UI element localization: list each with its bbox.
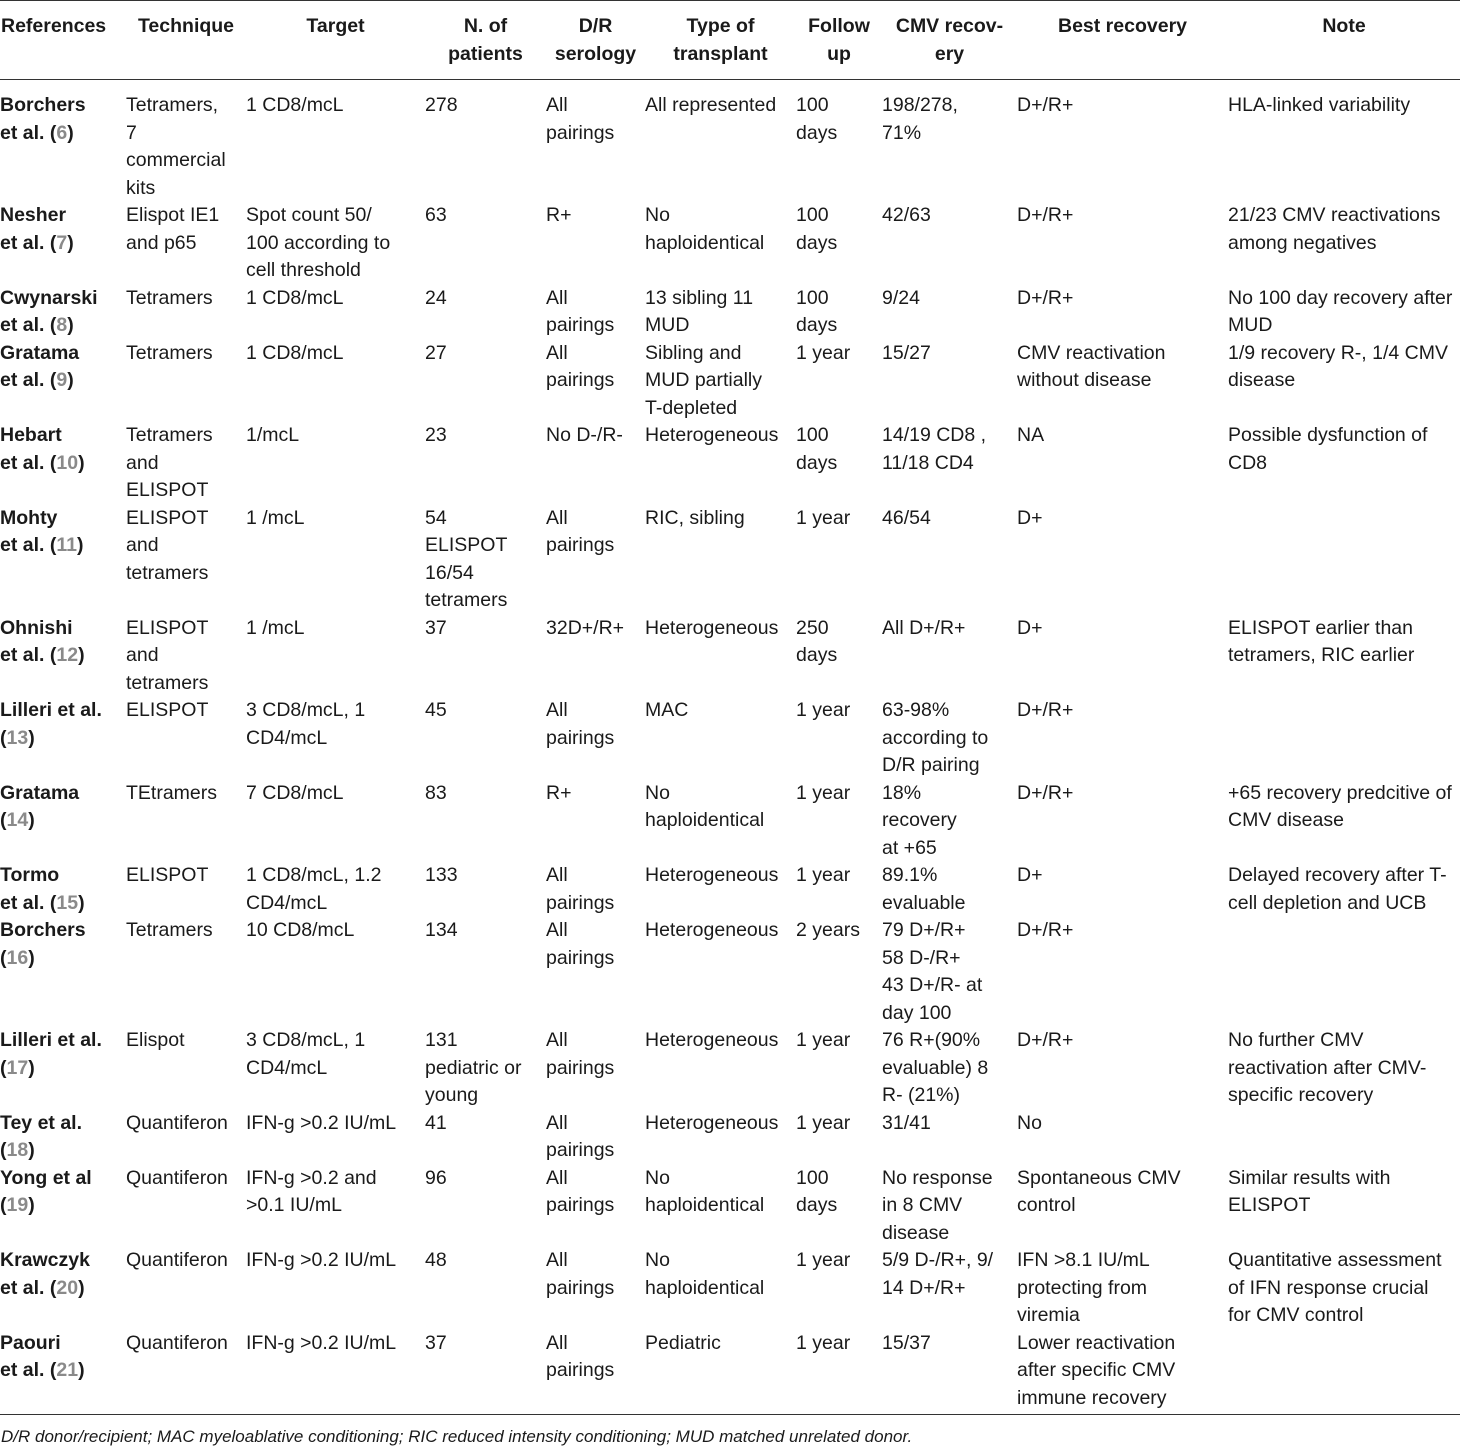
note-cell: Delayed recovery after T- cell depletion and UCB	[1228, 864, 1447, 914]
table-row	[0, 917, 1460, 1027]
target-cell: IFN-g >0.2 IU/mL	[246, 1330, 425, 1415]
reference-close: )	[67, 369, 74, 391]
best-recovery-cell: D+/R+	[1017, 1029, 1074, 1051]
target-cell: 10 CD8/mcL	[246, 919, 355, 941]
follow-up-cell: 1 year	[796, 1249, 851, 1271]
table-row	[0, 1027, 1460, 1110]
transplant-cell: No haploidentical	[645, 781, 765, 831]
best-recovery-cell: Lower reactivation after specific CMV immune recovery	[1017, 1330, 1228, 1415]
technique-cell: Quantiferon	[126, 1330, 246, 1415]
header-technique: Technique	[126, 1, 246, 80]
note-cell	[1228, 917, 1460, 1027]
table-row	[0, 1165, 1460, 1248]
best-recovery-cell: D+	[1017, 506, 1043, 529]
transplant-cell: Heterogeneous	[645, 424, 779, 446]
table-row	[0, 780, 1460, 863]
target-cell: 1/mcL	[246, 424, 300, 446]
table-row	[0, 697, 1460, 780]
table-row	[0, 202, 1460, 285]
reference-close: )	[78, 644, 85, 666]
cmv-recovery-cell: 14/19 CD8 , 11/18 CD4	[882, 424, 987, 474]
target-cell: 1 /mcL	[246, 506, 305, 529]
table-body	[0, 80, 1460, 1415]
table-row	[0, 862, 1460, 917]
note-cell	[1228, 1110, 1460, 1165]
patients-cell: 37	[425, 1330, 546, 1415]
follow-up-cell: 100 days	[796, 424, 838, 474]
reference-name: Lilleri et al. (	[0, 699, 102, 749]
patients-cell: 41	[425, 1111, 447, 1134]
patients-cell: 54 ELISPOT 16/54 tetramers	[425, 506, 508, 611]
serology-cell: All pairings	[546, 286, 615, 336]
reference-cell	[0, 1027, 126, 1110]
transplant-cell: Heterogeneous	[645, 616, 779, 639]
table-row	[0, 615, 1460, 698]
header-best-recovery: Best recovery	[1017, 1, 1228, 80]
header-row	[0, 1, 1460, 80]
reference-cell	[0, 80, 126, 203]
patients-cell: 131 pediatric or young	[425, 1029, 522, 1106]
best-recovery-cell: IFN >8.1 IU/mL protecting from viremia	[1017, 1249, 1150, 1326]
patients-cell: 24	[425, 286, 447, 309]
follow-up-cell: 2 years	[796, 919, 860, 941]
reference-cell	[0, 1247, 126, 1330]
header-serology: D/R serology	[546, 1, 645, 80]
target-cell: Spot count 50/ 100 according to cell threshold	[246, 204, 391, 281]
serology-cell: All pairings	[546, 1166, 615, 1216]
best-recovery-cell: D+/R+	[1017, 94, 1074, 116]
serology-cell: All pairings	[546, 864, 615, 914]
note-cell: No further CMV reactivation after CMV- specific recovery	[1228, 1029, 1427, 1106]
follow-up-cell: 1 year	[796, 1111, 851, 1134]
table-row	[0, 1110, 1460, 1165]
reference-name: Nesher et al. (	[0, 204, 67, 254]
technique-cell: Elispot	[126, 1029, 185, 1051]
transplant-cell: 13 sibling 11 MUD	[645, 286, 754, 336]
reference-cell	[0, 1330, 126, 1415]
patients-cell: 134	[425, 919, 458, 941]
reference-close: )	[76, 534, 84, 556]
reference-cell	[0, 340, 126, 423]
transplant-cell: Heterogeneous	[645, 864, 779, 886]
table-footnote: D/R donor/recipient; MAC myeloablative conditioning; RIC reduced intensity conditioning; MUD matched unrelated donor.	[1, 1427, 913, 1446]
target-cell: IFN-g >0.2 and >0.1 IU/mL	[246, 1166, 377, 1216]
best-recovery-cell: D+/R+	[1017, 919, 1074, 941]
serology-cell: No D-/R-	[546, 424, 623, 446]
header-patients: N. of patients	[425, 1, 546, 80]
note-cell: ELISPOT earlier than tetramers, RIC earlier	[1228, 616, 1415, 666]
reference-name: Tormo et al. (	[0, 864, 60, 914]
patients-cell: 23	[425, 424, 447, 446]
header-transplant: Type of transplant	[645, 1, 796, 80]
transplant-cell: Heterogeneous	[645, 1029, 779, 1051]
best-recovery-cell: Spontaneous CMV control	[1017, 1166, 1181, 1216]
table-row	[0, 422, 1460, 505]
cmv-recovery-cell: 9/24	[882, 286, 920, 309]
cmv-recovery-cell: 15/27	[882, 341, 931, 364]
follow-up-cell: 1 year	[796, 864, 851, 886]
technique-cell: Quantiferon	[126, 1111, 228, 1134]
table-row	[0, 340, 1460, 423]
transplant-cell: Sibling and MUD partially T-depleted	[645, 341, 763, 419]
cmv-recovery-cell: 198/278, 71%	[882, 94, 958, 144]
reference-name: Gratama et al. (	[0, 341, 80, 391]
target-cell: 1 CD8/mcL	[246, 341, 344, 364]
header-target: Target	[246, 1, 425, 80]
reference-cell	[0, 422, 126, 505]
reference-close: )	[28, 1194, 35, 1216]
transplant-cell: Pediatric	[645, 1330, 796, 1415]
technique-cell: ELISPOT	[126, 864, 209, 886]
reference-number[interactable]: 9	[56, 369, 68, 391]
best-recovery-cell: NA	[1017, 424, 1045, 446]
cmv-recovery-cell: 15/37	[882, 1330, 1017, 1415]
transplant-cell: No haploidentical	[645, 1249, 765, 1299]
follow-up-cell: 1 year	[796, 1330, 882, 1415]
reference-name: Hebart et al. (	[0, 424, 62, 474]
target-cell: 1 CD8/mcL	[246, 94, 344, 116]
serology-cell: R+	[546, 781, 572, 804]
best-recovery-cell: D+	[1017, 864, 1043, 886]
patients-cell: 133	[425, 864, 458, 886]
cmv-recovery-cell: No response in 8 CMV disease	[882, 1166, 993, 1244]
cmv-recovery-cell: 18% recovery at +65	[882, 781, 957, 859]
technique-cell: Tetramers	[126, 919, 213, 941]
serology-cell: All pairings	[546, 699, 615, 749]
cmv-recovery-cell: 42/63	[882, 204, 931, 226]
target-cell: IFN-g >0.2 IU/mL	[246, 1249, 397, 1271]
patients-cell: 45	[425, 699, 447, 721]
technique-cell: Tetramers	[126, 341, 213, 364]
reference-number[interactable]: 8	[56, 314, 68, 336]
table-row	[0, 285, 1460, 340]
reference-close: )	[78, 1276, 85, 1299]
serology-cell: All pairings	[546, 1249, 615, 1299]
serology-cell: R+	[546, 204, 572, 226]
reference-number[interactable]: 16	[6, 946, 29, 969]
reference-name: Mohty et al. (	[0, 506, 58, 556]
reference-name: Tey et al. (	[0, 1111, 83, 1161]
best-recovery-cell: CMV reactivation without disease	[1017, 341, 1166, 391]
reference-number[interactable]: 15	[56, 891, 79, 914]
best-recovery-cell: D+/R+	[1017, 286, 1074, 309]
target-cell: 3 CD8/mcL, 1 CD4/mcL	[246, 699, 366, 749]
cmv-recovery-cell: 76 R+(90% evaluable) 8 R- (21%)	[882, 1029, 989, 1106]
reference-cell	[0, 1110, 126, 1165]
cmv-recovery-cell: 31/41	[882, 1111, 931, 1134]
reference-close: )	[78, 1359, 85, 1381]
reference-close: )	[67, 314, 74, 336]
header-cmv-recovery: CMV recov- ery	[882, 1, 1017, 80]
target-cell: 7 CD8/mcL	[246, 781, 344, 804]
best-recovery-cell: D+/R+	[1017, 699, 1074, 721]
serology-cell: All pairings	[546, 94, 615, 144]
patients-cell: 27	[425, 341, 447, 364]
technique-cell: Tetramers	[126, 286, 213, 309]
technique-cell: ELISPOT	[126, 699, 209, 721]
technique-cell: Tetramers, 7 commercial kits	[126, 94, 226, 199]
serology-cell: All pairings	[546, 1330, 645, 1415]
header-references: References	[0, 1, 126, 80]
reference-number[interactable]: 7	[56, 231, 68, 254]
transplant-cell: RIC, sibling	[645, 506, 745, 529]
transplant-cell: Heterogeneous	[645, 919, 779, 941]
target-cell: 3 CD8/mcL, 1 CD4/mcL	[246, 1029, 366, 1079]
reference-number[interactable]: 11	[56, 534, 77, 556]
table-row	[0, 1330, 1460, 1415]
reference-number[interactable]: 14	[6, 809, 29, 831]
target-cell: 1 CD8/mcL, 1.2 CD4/mcL	[246, 864, 382, 914]
technique-cell: ELISPOT and tetramers	[126, 616, 209, 694]
follow-up-cell: 1 year	[796, 699, 851, 721]
target-cell: 1 /mcL	[246, 616, 305, 639]
reference-close: )	[67, 121, 74, 144]
reference-name: Lilleri et al. (	[0, 1029, 102, 1079]
reference-close: )	[28, 726, 35, 749]
follow-up-cell: 1 year	[796, 341, 851, 364]
cmv-recovery-cell: 46/54	[882, 506, 931, 529]
reference-close: )	[28, 809, 35, 831]
patients-cell: 37	[425, 616, 447, 639]
transplant-cell: Heterogeneous	[645, 1111, 779, 1134]
reference-cell	[0, 862, 126, 917]
serology-cell: All pairings	[546, 919, 615, 969]
technique-cell: ELISPOT and tetramers	[126, 506, 209, 584]
reference-number[interactable]: 12	[56, 644, 79, 666]
reference-close: )	[78, 891, 85, 914]
table-row	[0, 505, 1460, 615]
note-cell: +65 recovery predcitive of CMV disease	[1228, 781, 1452, 831]
patients-cell: 96	[425, 1166, 447, 1189]
best-recovery-cell: D+	[1017, 616, 1043, 639]
note-cell: Possible dysfunction of CD8	[1228, 424, 1428, 474]
reference-cell	[0, 505, 126, 615]
reference-name: Paouri et al. (	[0, 1331, 61, 1381]
patients-cell: 278	[425, 94, 458, 116]
target-cell: IFN-g >0.2 IU/mL	[246, 1111, 397, 1134]
reference-name: Borchers et al. (	[0, 94, 86, 144]
header-follow-up: Follow up	[796, 1, 882, 80]
reference-name: Cwynarski et al. (	[0, 286, 98, 336]
reference-number[interactable]: 13	[6, 726, 29, 749]
technique-cell: Quantiferon	[126, 1249, 228, 1271]
follow-up-cell: 100 days	[796, 1166, 838, 1216]
note-cell: 1/9 recovery R-, 1/4 CMV disease	[1228, 341, 1448, 391]
reference-name: Ohnishi et al. (	[0, 616, 73, 666]
follow-up-cell: 1 year	[796, 506, 851, 529]
note-cell: HLA-linked variability	[1228, 94, 1411, 116]
follow-up-cell: 100 days	[796, 94, 838, 144]
patients-cell: 63	[425, 204, 447, 226]
follow-up-cell: 100 days	[796, 286, 838, 336]
reference-cell	[0, 202, 126, 285]
cmv-recovery-cell: 5/9 D-/R+, 9/ 14 D+/R+	[882, 1249, 994, 1299]
reference-number[interactable]: 19	[6, 1194, 29, 1216]
serology-cell: All pairings	[546, 506, 615, 556]
transplant-cell: All represented	[645, 94, 777, 116]
reference-cell	[0, 1165, 126, 1248]
best-recovery-cell: No	[1017, 1111, 1042, 1134]
target-cell: 1 CD8/mcL	[246, 286, 344, 309]
technique-cell: Quantiferon	[126, 1166, 228, 1189]
reference-number[interactable]: 18	[6, 1139, 29, 1161]
reference-close: )	[67, 231, 74, 254]
cmv-recovery-cell: 63-98% according to D/R pairing	[882, 699, 989, 776]
reference-cell	[0, 285, 126, 340]
follow-up-cell: 250 days	[796, 616, 838, 666]
reference-close: )	[78, 451, 85, 474]
technique-cell: Tetramers and ELISPOT	[126, 424, 213, 501]
reference-number[interactable]: 20	[56, 1276, 79, 1299]
follow-up-cell: 1 year	[796, 1029, 851, 1051]
best-recovery-cell: D+/R+	[1017, 781, 1074, 804]
follow-up-cell: 100 days	[796, 204, 838, 254]
reference-name: Borchers (	[0, 919, 86, 969]
best-recovery-cell: D+/R+	[1017, 204, 1074, 226]
technique-cell: Elispot IE1 and p65	[126, 204, 220, 254]
reference-name: Gratama (	[0, 781, 80, 831]
transplant-cell: No haploidentical	[645, 1166, 765, 1216]
patients-cell: 83	[425, 781, 447, 804]
serology-cell: All pairings	[546, 1111, 615, 1161]
patients-cell: 48	[425, 1249, 447, 1271]
note-cell: No 100 day recovery after MUD	[1228, 286, 1453, 336]
note-cell: 21/23 CMV reactivations among negatives	[1228, 204, 1441, 254]
note-cell: Quantitative assessment of IFN response crucial for CMV control	[1228, 1249, 1442, 1326]
reference-number[interactable]: 6	[56, 121, 68, 144]
note-cell: Similar results with ELISPOT	[1228, 1166, 1391, 1216]
table-row	[0, 80, 1460, 203]
reference-cell	[0, 780, 126, 863]
serology-cell: All pairings	[546, 341, 615, 391]
note-cell	[1228, 505, 1460, 615]
note-cell	[1228, 697, 1460, 780]
reference-number[interactable]: 21	[56, 1359, 79, 1381]
serology-cell: 32D+/R+	[546, 616, 625, 639]
note-cell	[1228, 1330, 1460, 1415]
serology-cell: All pairings	[546, 1029, 615, 1079]
reference-close: )	[28, 1056, 35, 1079]
cmv-recovery-cell: 89.1% evaluable	[882, 864, 966, 914]
cmv-recovery-cell: All D+/R+	[882, 616, 966, 639]
transplant-cell: No haploidentical	[645, 204, 765, 254]
reference-cell	[0, 615, 126, 698]
reference-cell	[0, 697, 126, 780]
reference-cell	[0, 917, 126, 1027]
reference-name: Krawczyk et al. (	[0, 1249, 90, 1299]
cmv-recovery-cell: 79 D+/R+ 58 D-/R+ 43 D+/R- at day 100	[882, 919, 983, 1024]
reference-close: )	[28, 946, 35, 969]
reference-name: Yong et al (	[0, 1166, 92, 1216]
follow-up-cell: 1 year	[796, 781, 851, 804]
table-row	[0, 1247, 1460, 1330]
header-note: Note	[1228, 1, 1460, 80]
reference-number[interactable]: 10	[56, 451, 79, 474]
transplant-cell: MAC	[645, 699, 689, 721]
reference-close: )	[28, 1139, 35, 1161]
reference-number[interactable]: 17	[6, 1056, 29, 1079]
technique-cell: TEtramers	[126, 781, 218, 804]
